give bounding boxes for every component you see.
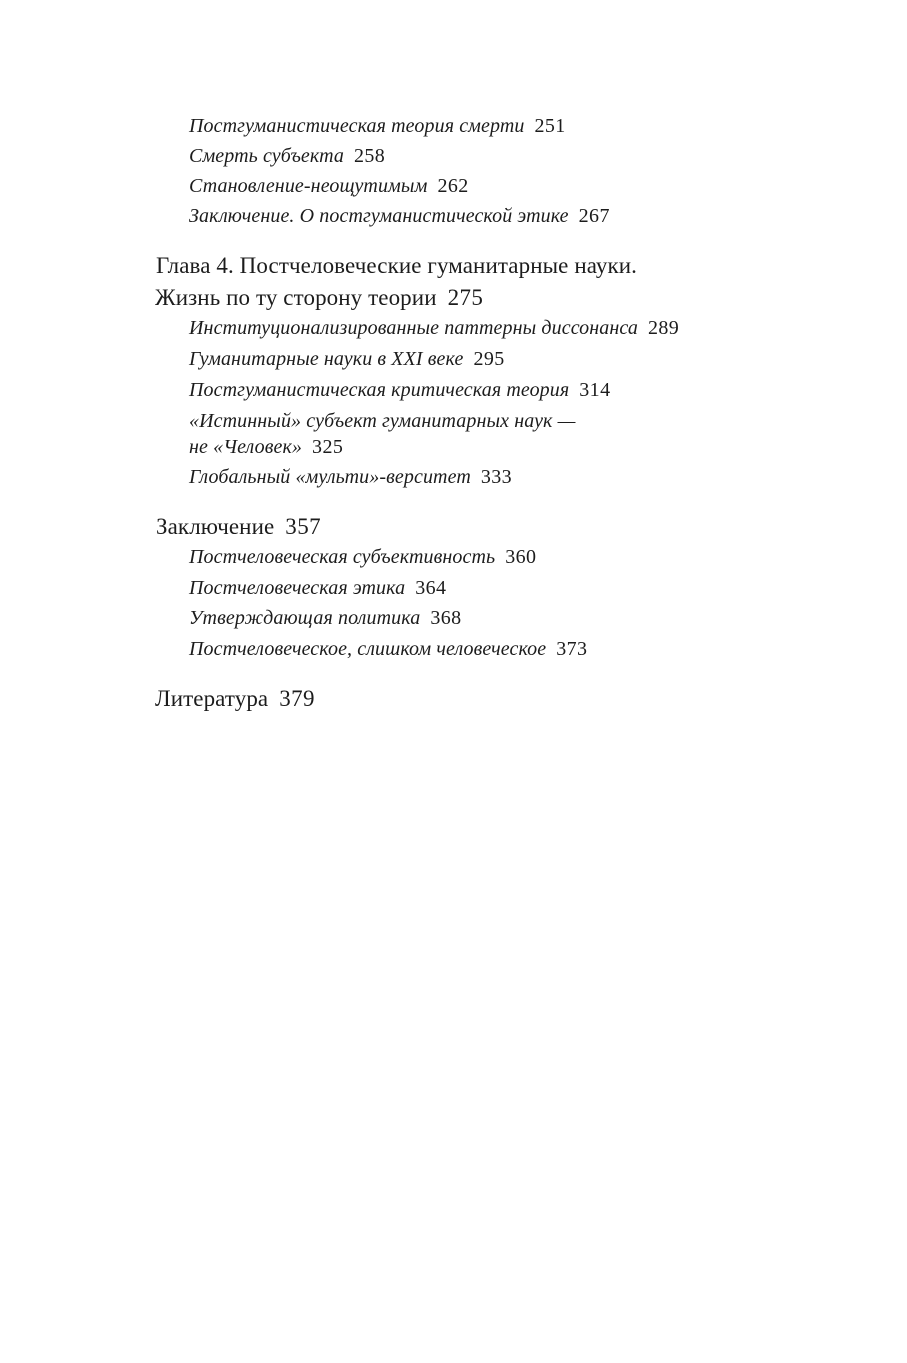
toc-entry	[189, 437, 343, 457]
chapter-title-line2: Жизнь по ту сторону теории	[155, 285, 437, 310]
toc-entry-title: Постчеловеческая этика	[189, 577, 406, 599]
toc-entry-title: Постгуманистическая критическая теория	[189, 379, 570, 401]
chapter-page: 275	[447, 285, 484, 310]
conclusion-title: Заключение	[156, 514, 275, 539]
toc-entry-title: Постчеловеческая субъективность	[189, 546, 496, 568]
toc-entry-title: Гуманитарные науки в XXI веке	[189, 348, 464, 370]
toc-entry-page: 314	[579, 379, 611, 401]
toc-entry-page: 360	[505, 546, 537, 568]
chapter-title	[155, 286, 483, 309]
chapter-page: 357	[285, 514, 321, 539]
toc-entry	[189, 146, 385, 166]
toc-entry-page: 289	[647, 317, 680, 339]
toc-entry	[189, 639, 587, 659]
toc-entry	[189, 116, 566, 136]
toc-entry-page: 295	[473, 348, 505, 370]
chapter-title-line1: Глава 4. Постчеловеческие гуманитарные науки.	[156, 253, 638, 278]
toc-entry-page: 364	[415, 577, 447, 599]
toc-entry-title: Становление-неощутимым	[189, 175, 428, 197]
literature-title: Литература	[155, 686, 269, 711]
toc-entry	[189, 411, 576, 431]
toc-entry	[189, 608, 462, 628]
toc-entry-page: 373	[556, 638, 588, 660]
toc-entry-page: 325	[312, 436, 344, 458]
toc-entry-title: не «Человек»	[189, 436, 303, 458]
toc-entry	[189, 206, 610, 226]
toc-entry-title: Институционализированные паттерны диссонанса	[189, 317, 638, 339]
toc-entry	[189, 380, 610, 400]
toc-entry	[189, 578, 446, 598]
toc-entry-title: Глобальный «мульти»-верситет	[189, 466, 471, 488]
toc-entry	[189, 547, 536, 567]
toc-entry-title: Постгуманистическая теория смерти	[189, 115, 525, 137]
chapter-title	[155, 687, 315, 710]
toc-entry	[189, 176, 469, 196]
toc-entry-page: 333	[480, 466, 513, 488]
toc-entry-page: 251	[534, 115, 566, 137]
toc-entry-title: Утверждающая политика	[189, 607, 421, 629]
toc-entry-page: 267	[578, 205, 610, 227]
toc-entry-page: 258	[353, 145, 386, 167]
toc-entry-title: «Истинный» субъект гуманитарных наук —	[189, 410, 576, 432]
toc-entry	[189, 318, 679, 338]
chapter-title	[156, 515, 321, 538]
toc-entry	[189, 467, 512, 487]
toc-entry	[189, 349, 505, 369]
toc-entry-title: Постчеловеческое, слишком человеческое	[189, 638, 547, 660]
toc-entry-title: Смерть субъекта	[189, 145, 344, 167]
toc-entry-page: 262	[437, 175, 469, 197]
chapter-page: 379	[279, 686, 315, 711]
toc-entry-title: Заключение. О постгуманистической этике	[189, 205, 569, 227]
toc-entry-page: 368	[430, 607, 462, 629]
chapter-title	[156, 254, 637, 277]
